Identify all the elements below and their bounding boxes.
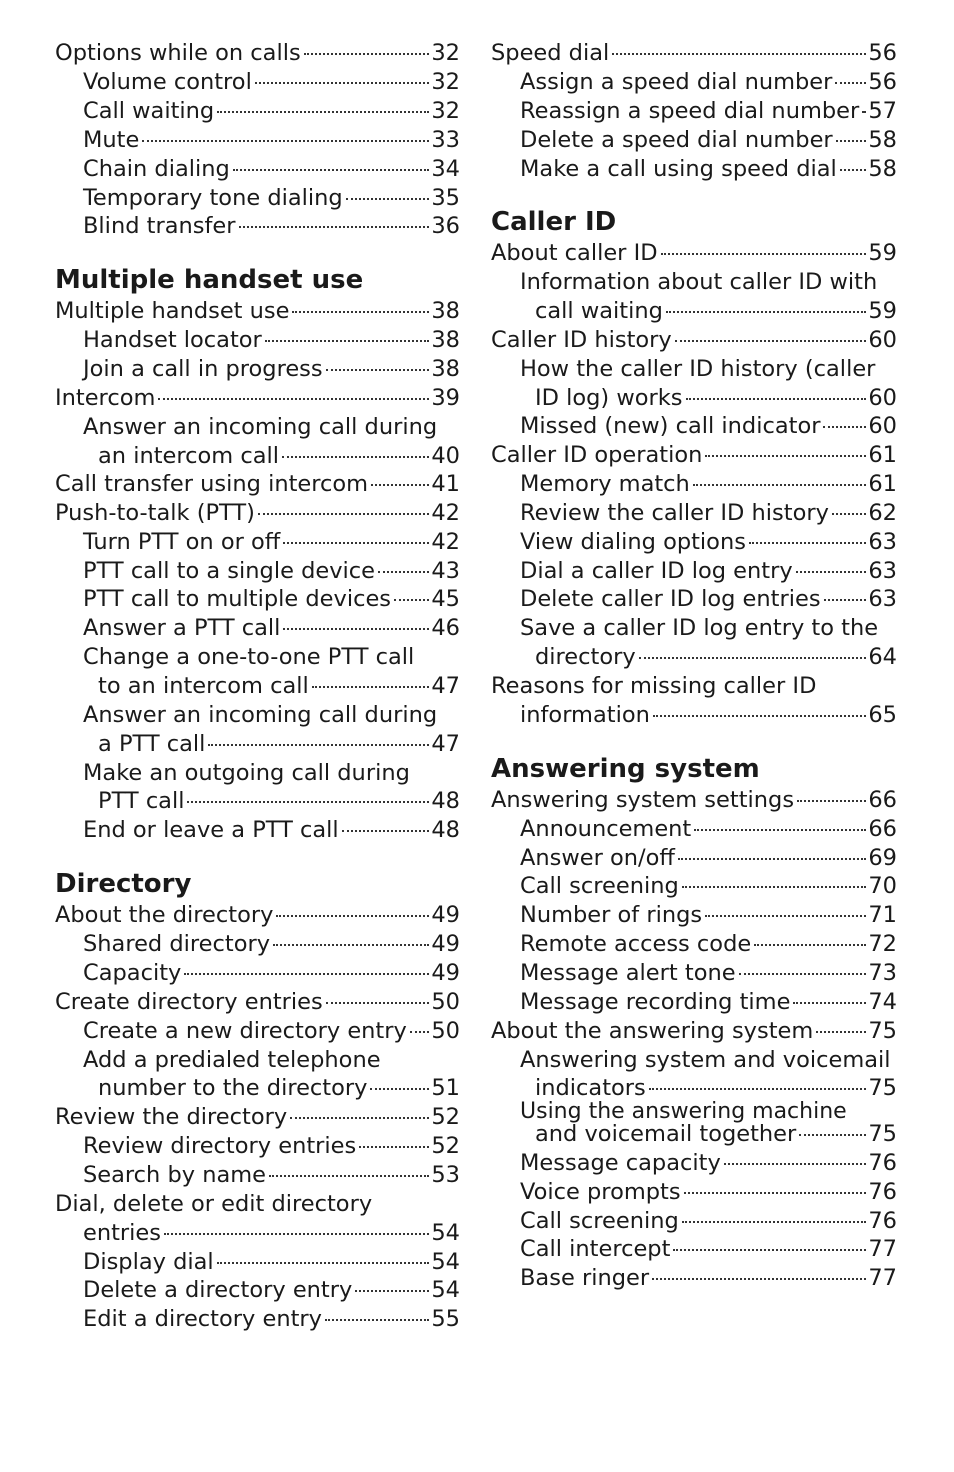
toc-subentry[interactable] (520, 499, 897, 527)
toc-page-number: 35 (431, 185, 460, 211)
toc-subentry-first-line[interactable]: Make an outgoing call during (83, 760, 410, 786)
toc-subentry[interactable] (535, 643, 897, 671)
leader-dots (835, 82, 866, 84)
toc-subentry[interactable] (535, 1120, 897, 1148)
toc-subentry-first-line[interactable]: Answer an incoming call during (83, 414, 438, 440)
toc-entry-title: Caller ID operation (491, 442, 703, 468)
toc-subentry[interactable] (98, 1074, 460, 1102)
toc-subentry[interactable] (520, 528, 897, 556)
toc-page-number: 59 (868, 240, 897, 266)
toc-subentry[interactable] (520, 97, 897, 125)
leader-dots (371, 484, 429, 486)
toc-page-number: 76 (868, 1150, 897, 1176)
toc-page-number: 51 (431, 1075, 460, 1101)
toc-subentry[interactable] (83, 355, 460, 383)
toc-subentry[interactable] (83, 930, 460, 958)
toc-entry-title: Handset locator (83, 327, 262, 353)
toc-page-number: 56 (868, 40, 897, 66)
toc-subentry[interactable] (535, 297, 897, 325)
leader-dots (346, 198, 430, 200)
toc-page-number: 38 (431, 327, 460, 353)
toc-subentry[interactable] (83, 1248, 460, 1276)
toc-entry-title: Shared directory (83, 931, 271, 957)
toc-entry-title: Delete caller ID log entries (520, 586, 821, 612)
toc-entry[interactable] (491, 39, 897, 67)
leader-dots (682, 1221, 867, 1223)
toc-subentry[interactable] (520, 1178, 897, 1206)
toc-entry-title: PTT call to multiple devices (83, 586, 392, 612)
leader-dots (661, 253, 867, 255)
toc-entry-title: Number of rings (520, 902, 703, 928)
toc-page-number: 54 (431, 1249, 460, 1275)
toc-subentry[interactable] (83, 1276, 460, 1304)
leader-dots (164, 1233, 429, 1235)
toc-entry-title: entries (83, 1220, 161, 1246)
toc-subentry[interactable] (83, 212, 460, 240)
toc-entry-title: directory (535, 644, 636, 670)
leader-dots (686, 398, 867, 400)
toc-page-number: 38 (431, 298, 460, 324)
toc-page-number: 54 (431, 1220, 460, 1246)
leader-dots (797, 800, 866, 802)
toc-page-number: 48 (431, 788, 460, 814)
toc-subentry[interactable] (83, 126, 460, 154)
toc-page-number: 64 (868, 644, 897, 670)
toc-page-number: 32 (431, 98, 460, 124)
section-heading: Answering system (491, 754, 760, 784)
toc-entry-title: Dial a caller ID log entry (520, 558, 793, 584)
toc-subentry-first-line[interactable]: Add a predialed telephone (83, 1047, 381, 1073)
toc-page-number: 75 (868, 1018, 897, 1044)
toc-entry[interactable] (491, 239, 897, 267)
toc-subentry[interactable] (83, 326, 460, 354)
toc-page-number: 58 (868, 156, 897, 182)
toc-page-number: 52 (431, 1133, 460, 1159)
toc-page-number: 76 (868, 1179, 897, 1205)
leader-dots (355, 1290, 429, 1292)
toc-entry-title: Message capacity (520, 1150, 721, 1176)
toc-subentry[interactable] (520, 1149, 897, 1177)
leader-dots (840, 169, 867, 171)
toc-page-number: 74 (868, 989, 897, 1015)
leader-dots (754, 944, 866, 946)
leader-dots (378, 571, 429, 573)
toc-page-number: 43 (431, 558, 460, 584)
toc-entry-title: Speed dial (491, 40, 610, 66)
leader-dots (816, 1031, 866, 1033)
leader-dots (652, 1278, 866, 1280)
toc-page-number: 66 (868, 787, 897, 813)
toc-entry-title: Message recording time (520, 989, 791, 1015)
toc-entry-title: Caller ID history (491, 327, 672, 353)
toc-subentry[interactable] (83, 155, 460, 183)
toc-page-number: 47 (431, 673, 460, 699)
toc-entry-title: to an intercom call (98, 673, 309, 699)
toc-entry-title: number to the directory (98, 1075, 368, 1101)
leader-dots (258, 513, 429, 515)
leader-dots (394, 599, 429, 601)
toc-page-number: 32 (431, 40, 460, 66)
toc-subentry-first-line[interactable]: Save a caller ID log entry to the (520, 615, 879, 641)
toc-entry-title: About the answering system (491, 1018, 814, 1044)
leader-dots (265, 340, 430, 342)
toc-entry-title: Missed (new) call indicator (520, 413, 821, 439)
toc-entry[interactable] (55, 39, 460, 67)
toc-page-number: 73 (868, 960, 897, 986)
toc-subentry[interactable] (83, 97, 460, 125)
toc-subentry[interactable] (83, 528, 460, 556)
toc-page-number: 40 (431, 443, 460, 469)
leader-dots (682, 886, 867, 888)
toc-subentry[interactable] (83, 1017, 460, 1045)
toc-page-number: 53 (431, 1162, 460, 1188)
toc-page-number: 39 (431, 385, 460, 411)
toc-entry-title: Capacity (83, 960, 182, 986)
toc-subentry-first-line[interactable]: Answer an incoming call during (83, 702, 438, 728)
leader-dots (824, 599, 867, 601)
leader-dots (862, 111, 866, 113)
toc-entry[interactable] (83, 1219, 460, 1247)
toc-subentry[interactable] (83, 184, 460, 212)
toc-entry-title: Reassign a speed dial number (520, 98, 860, 124)
toc-page-number: 76 (868, 1208, 897, 1234)
toc-subentry[interactable] (98, 730, 460, 758)
toc-page-number: 60 (868, 327, 897, 353)
leader-dots (292, 311, 429, 313)
toc-entry-title: Call intercept (520, 1236, 671, 1262)
toc-page-number: 71 (868, 902, 897, 928)
toc-subentry[interactable] (520, 126, 897, 154)
toc-entry-title: Review the caller ID history (520, 500, 829, 526)
toc-entry-title: PTT call (98, 788, 185, 814)
toc-subentry[interactable] (520, 872, 897, 900)
toc-entry[interactable] (491, 326, 897, 354)
toc-entry-first-line[interactable]: Reasons for missing caller ID (491, 673, 817, 699)
toc-subentry-first-line[interactable]: Change a one-to-one PTT call (83, 644, 415, 670)
leader-dots (273, 944, 429, 946)
leader-dots (799, 1134, 866, 1136)
toc-entry-title: call waiting (535, 298, 663, 324)
toc-page-number: 32 (431, 69, 460, 95)
toc-subentry[interactable] (520, 901, 897, 929)
leader-dots (359, 1146, 429, 1148)
toc-page-number: 34 (431, 156, 460, 182)
leader-dots (290, 1117, 429, 1119)
toc-entry-title: Assign a speed dial number (520, 69, 833, 95)
toc-entry-title: Call waiting (83, 98, 215, 124)
leader-dots (694, 829, 866, 831)
leader-dots (739, 973, 867, 975)
toc-entry-title: Make a call using speed dial (520, 156, 837, 182)
leader-dots (836, 140, 867, 142)
leader-dots (673, 1249, 866, 1251)
leader-dots (283, 542, 429, 544)
toc-entry-title: Join a call in progress (83, 356, 323, 382)
leader-dots (342, 830, 430, 832)
toc-entry[interactable] (55, 384, 460, 412)
toc-entry-title: Mute (83, 127, 140, 153)
toc-subentry[interactable] (520, 988, 897, 1016)
toc-entry-title: Intercom (55, 385, 156, 411)
toc-entry-title: Announcement (520, 816, 692, 842)
toc-entry-title: Message alert tone (520, 960, 736, 986)
leader-dots (282, 456, 429, 458)
toc-entry-title: View dialing options (520, 529, 746, 555)
toc-page-number: 42 (431, 500, 460, 526)
toc-entry-title: About caller ID (491, 240, 658, 266)
toc-entry-title: Delete a speed dial number (520, 127, 833, 153)
toc-subentry-first-line[interactable]: Answering system and voicemail (520, 1047, 891, 1073)
toc-entry-title: Delete a directory entry (83, 1277, 353, 1303)
toc-entry[interactable] (55, 901, 460, 929)
toc-page-number: 46 (431, 615, 460, 641)
toc-page-number: 77 (868, 1236, 897, 1262)
toc-subentry[interactable] (520, 585, 897, 613)
toc-page-number: 54 (431, 1277, 460, 1303)
leader-dots (666, 311, 866, 313)
toc-subentry[interactable] (520, 412, 897, 440)
toc-entry-title: indicators (535, 1075, 646, 1101)
toc-page-number: 61 (868, 471, 897, 497)
toc-subentry[interactable] (520, 470, 897, 498)
toc-page-number: 56 (868, 69, 897, 95)
toc-entry[interactable] (491, 1017, 897, 1045)
toc-subentry[interactable] (520, 557, 897, 585)
toc-page-number: 77 (868, 1265, 897, 1291)
toc-entry-title: Remote access code (520, 931, 752, 957)
toc-entry-title: Options while on calls (55, 40, 301, 66)
section-heading: Directory (55, 869, 192, 899)
toc-page-number: 60 (868, 385, 897, 411)
toc-entry-title: About the directory (55, 902, 274, 928)
toc-page-number: 75 (868, 1121, 897, 1147)
toc-entry-title: an intercom call (98, 443, 279, 469)
toc-page-number: 50 (431, 989, 460, 1015)
toc-page-number: 61 (868, 442, 897, 468)
toc-subentry[interactable] (520, 1207, 897, 1235)
leader-dots (724, 1163, 867, 1165)
leader-dots (233, 169, 430, 171)
toc-page-number: 45 (431, 586, 460, 612)
toc-page-number: 63 (868, 586, 897, 612)
toc-entry-title: information (520, 702, 650, 728)
leader-dots (158, 398, 429, 400)
toc-entry-title: Review the directory (55, 1104, 288, 1130)
leader-dots (269, 1175, 429, 1177)
toc-subentry[interactable] (83, 816, 460, 844)
toc-page-number: 69 (868, 845, 897, 871)
toc-page-number: 48 (431, 817, 460, 843)
toc-entry[interactable] (55, 988, 460, 1016)
toc-entry-title: Chain dialing (83, 156, 230, 182)
toc-page-number: 55 (431, 1306, 460, 1332)
toc-subentry[interactable] (83, 557, 460, 585)
leader-dots (325, 1319, 429, 1321)
toc-entry-title: Create directory entries (55, 989, 323, 1015)
leader-dots (326, 369, 430, 371)
toc-subentry[interactable] (520, 844, 897, 872)
leader-dots (187, 801, 429, 803)
leader-dots (283, 628, 429, 630)
toc-subentry-first-line[interactable]: Information about caller ID with (520, 269, 878, 295)
leader-dots (684, 1192, 867, 1194)
toc-subentry[interactable] (520, 1235, 897, 1263)
toc-page-number: 65 (868, 702, 897, 728)
leader-dots (326, 1002, 430, 1004)
section-heading: Multiple handset use (55, 265, 364, 295)
toc-entry-title: Call transfer using intercom (55, 471, 369, 497)
leader-dots (410, 1031, 430, 1033)
toc-entry-title: Create a new directory entry (83, 1018, 407, 1044)
leader-dots (217, 111, 429, 113)
toc-subentry[interactable] (98, 787, 460, 815)
leader-dots (142, 140, 429, 142)
toc-page-number: 62 (868, 500, 897, 526)
toc-subentry[interactable] (83, 585, 460, 613)
leader-dots (793, 1002, 866, 1004)
leader-dots (705, 455, 866, 457)
leader-dots (653, 715, 867, 717)
toc-entry[interactable] (491, 786, 897, 814)
leader-dots (705, 915, 866, 917)
toc-page-number: 57 (868, 98, 897, 124)
toc-page-number: 58 (868, 127, 897, 153)
toc-subentry[interactable] (520, 68, 897, 96)
toc-subentry[interactable] (520, 815, 897, 843)
toc-subentry[interactable] (83, 1305, 460, 1333)
toc-subentry-first-line[interactable]: How the caller ID history (caller (520, 356, 876, 382)
toc-entry-title: Edit a directory entry (83, 1306, 322, 1332)
toc-subentry[interactable] (83, 1132, 460, 1160)
toc-page-number: 60 (868, 413, 897, 439)
leader-dots (208, 744, 429, 746)
toc-entry-title: Blind transfer (83, 213, 236, 239)
toc-entry-title: a PTT call (98, 731, 206, 757)
toc-subentry[interactable] (98, 672, 460, 700)
leader-dots (649, 1088, 867, 1090)
leader-dots (678, 858, 866, 860)
toc-subentry[interactable] (83, 1161, 460, 1189)
toc-entry-title: ID log) works (535, 385, 683, 411)
leader-dots (749, 542, 866, 544)
toc-page-number: 42 (431, 529, 460, 555)
leader-dots (217, 1262, 430, 1264)
toc-entry-title: End or leave a PTT call (83, 817, 339, 843)
toc-page-number: 63 (868, 529, 897, 555)
leader-dots (832, 513, 866, 515)
toc-entry-title: Call screening (520, 873, 679, 899)
toc-entry-title: Answering system settings (491, 787, 795, 813)
toc-entry[interactable] (55, 499, 460, 527)
toc-page-number: 70 (868, 873, 897, 899)
toc-subentry[interactable] (520, 1264, 897, 1292)
toc-entry[interactable] (491, 441, 897, 469)
leader-dots (255, 82, 430, 84)
toc-entry-title: Call screening (520, 1208, 679, 1234)
toc-entry[interactable] (55, 1103, 460, 1131)
leader-dots (675, 340, 867, 342)
toc-entry-title: Display dial (83, 1249, 214, 1275)
toc-entry-first-line[interactable]: Dial, delete or edit directory (55, 1191, 373, 1217)
toc-entry-title: Temporary tone dialing (83, 185, 343, 211)
toc-entry-title: Voice prompts (520, 1179, 681, 1205)
toc-page-number: 59 (868, 298, 897, 324)
toc-page-number: 72 (868, 931, 897, 957)
toc-page-number: 49 (431, 960, 460, 986)
toc-page-number: 38 (431, 356, 460, 382)
leader-dots (796, 571, 867, 573)
toc-page-number: 50 (431, 1018, 460, 1044)
toc-subentry[interactable] (83, 959, 460, 987)
toc-entry[interactable] (55, 297, 460, 325)
toc-subentry[interactable] (520, 930, 897, 958)
toc-entry-title: Volume control (83, 69, 252, 95)
toc-page-number: 33 (431, 127, 460, 153)
toc-page-number: 36 (431, 213, 460, 239)
toc-subentry[interactable] (98, 442, 460, 470)
toc-subentry[interactable] (520, 959, 897, 987)
leader-dots (370, 1088, 429, 1090)
toc-entry-title: Push-to-talk (PTT) (55, 500, 255, 526)
leader-dots (823, 426, 866, 428)
toc-entry[interactable] (520, 701, 897, 729)
toc-entry-title: Answer a PTT call (83, 615, 281, 641)
toc-entry-title: Review directory entries (83, 1133, 357, 1159)
toc-entry-title: PTT call to a single device (83, 558, 375, 584)
toc-subentry-first-line[interactable]: Using the answering machine (520, 1099, 847, 1124)
toc-page-number: 66 (868, 816, 897, 842)
section-heading: Caller ID (491, 207, 617, 237)
leader-dots (304, 53, 430, 55)
toc-entry-title: Search by name (83, 1162, 267, 1188)
toc-page-number: 63 (868, 558, 897, 584)
toc-page-number: 47 (431, 731, 460, 757)
toc-entry-title: Multiple handset use (55, 298, 290, 324)
leader-dots (312, 686, 430, 688)
toc-entry[interactable] (55, 470, 460, 498)
toc-page-number: 49 (431, 902, 460, 928)
leader-dots (239, 226, 430, 228)
toc-page-number: 49 (431, 931, 460, 957)
toc-entry-title: Turn PTT on or off (83, 529, 281, 555)
leader-dots (184, 973, 429, 975)
leader-dots (693, 484, 867, 486)
toc-page-number: 52 (431, 1104, 460, 1130)
leader-dots (612, 53, 866, 55)
leader-dots (639, 657, 867, 659)
toc-entry-title: Memory match (520, 471, 690, 497)
toc-entry-title: Answer on/off (520, 845, 675, 871)
toc-subentry[interactable] (83, 614, 460, 642)
toc-entry-title: and voicemail together (535, 1121, 797, 1147)
leader-dots (276, 915, 429, 917)
toc-page-number: 75 (868, 1075, 897, 1101)
toc-entry-title: Base ringer (520, 1265, 650, 1291)
toc-subentry[interactable] (535, 384, 897, 412)
toc-page-number: 41 (431, 471, 460, 497)
toc-subentry[interactable] (535, 1074, 897, 1102)
toc-subentry[interactable] (520, 155, 897, 183)
toc-subentry[interactable] (83, 68, 460, 96)
